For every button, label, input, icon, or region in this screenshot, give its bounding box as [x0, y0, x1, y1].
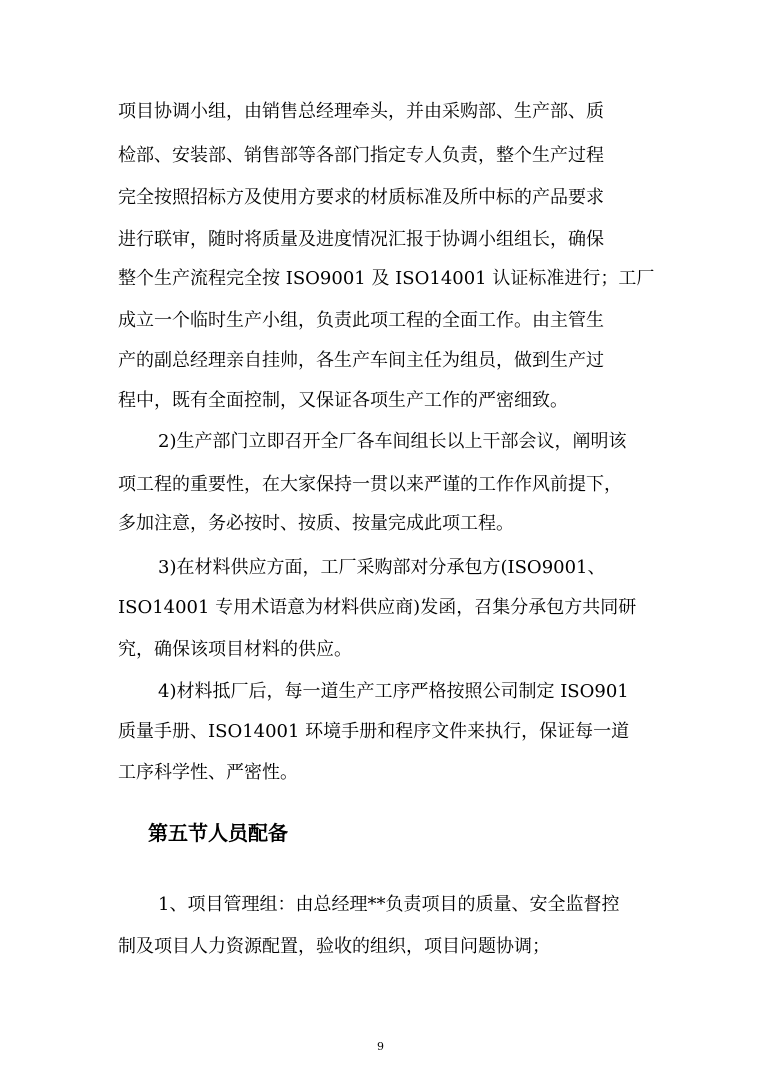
- paragraph-5-line-2: 制及项目人力资源配置，验收的组织，项目问题协调；: [118, 936, 550, 957]
- paragraph-3-line-2: ISO14001 专用术语意为材料供应商)发函，召集分承包方共同研: [118, 597, 637, 618]
- paragraph-1-line-1: 项目协调小组，由销售总经理牵头，并由采购部、生产部、质: [118, 101, 604, 122]
- paragraph-2-line-3: 多加注意，务必按时、按质、按量完成此项工程。: [118, 513, 514, 534]
- paragraph-1-line-5: 整个生产流程完全按 ISO9001 及 ISO14001 认证标准进行；工厂: [118, 268, 655, 289]
- page-number: 9: [377, 1040, 384, 1053]
- paragraph-2-line-1: 2)生产部门立即召开全厂各车间组长以上干部会议，阐明该: [158, 431, 627, 452]
- paragraph-1-line-8: 程中，既有全面控制，又保证各项生产工作的严密细致。: [118, 390, 568, 411]
- paragraph-1-line-6: 成立一个临时生产小组，负责此项工程的全面工作。由主管生: [118, 310, 604, 331]
- paragraph-5-line-1: 1、项目管理组：由总经理**负责项目的质量、安全监督控: [158, 894, 620, 915]
- section-heading: 第五节人员配备: [148, 821, 288, 845]
- paragraph-1-line-3: 完全按照招标方及使用方要求的材质标准及所中标的产品要求: [118, 187, 604, 208]
- paragraph-1-line-4: 进行联审，随时将质量及进度情况汇报于协调小组组长，确保: [118, 229, 604, 250]
- paragraph-2-line-2: 项工程的重要性，在大家保持一贯以来严谨的工作作风前提下，: [118, 474, 622, 495]
- paragraph-3-line-3: 究，确保该项目材料的供应。: [118, 639, 352, 660]
- paragraph-3-line-1: 3)在材料供应方面，工厂采购部对分承包方(ISO9001、: [158, 557, 606, 578]
- paragraph-4-line-1: 4)材料抵厂后，每一道生产工序严格按照公司制定 ISO901: [158, 681, 629, 702]
- paragraph-4-line-3: 工序科学性、严密性。: [118, 762, 298, 783]
- paragraph-1-line-7: 产的副总经理亲自挂帅，各生产车间主任为组员，做到生产过: [118, 350, 604, 371]
- paragraph-4-line-2: 质量手册、ISO14001 环境手册和程序文件来执行，保证每一道: [118, 721, 630, 742]
- paragraph-1-line-2: 检部、安装部、销售部等各部门指定专人负责，整个生产过程: [118, 145, 604, 166]
